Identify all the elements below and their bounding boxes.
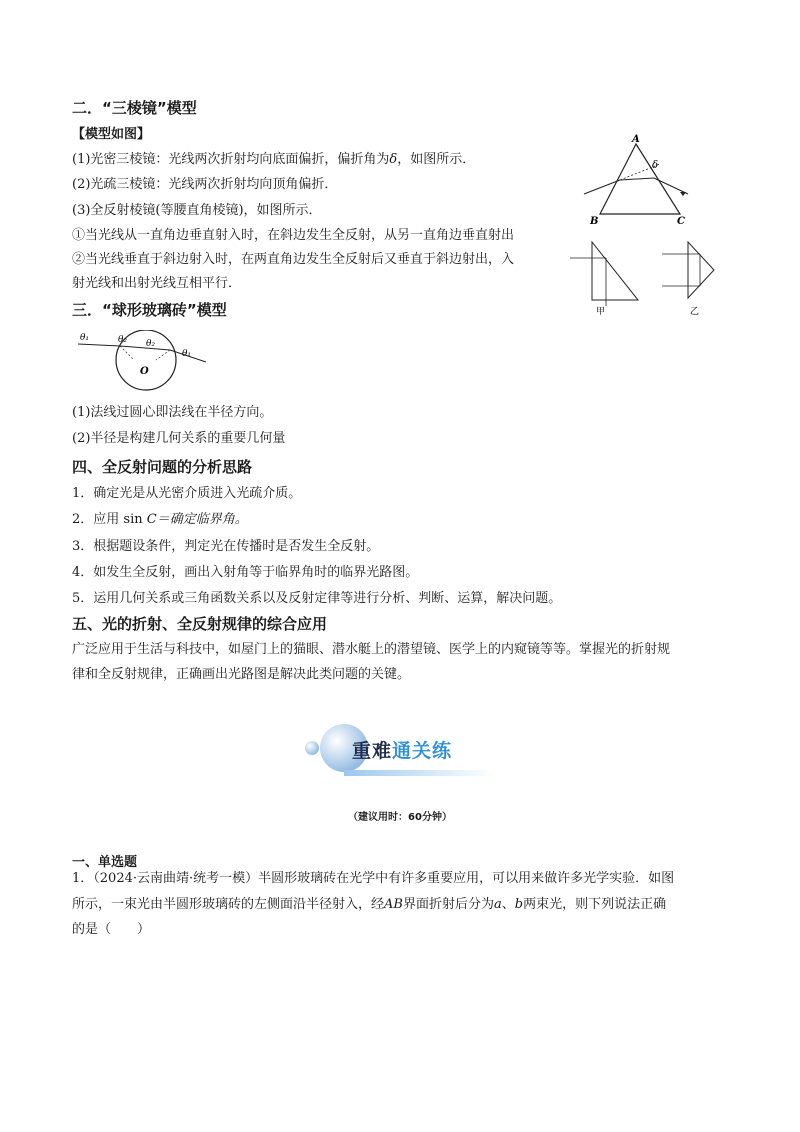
step2 <box>72 511 248 529</box>
q1-line2-part1: 所示，一束光由半圆形玻璃砖的左侧面沿半径射入，经 <box>72 897 385 912</box>
step1: 1．确定光是从光密介质进入光疏介质。 <box>72 486 302 501</box>
section3-title: 三．“球形玻璃砖”模型 <box>72 301 227 319</box>
sphere-theta2-in: θ₂ <box>118 335 128 345</box>
time-hint: （建议用时：60分钟） <box>348 812 452 823</box>
section5-body-line2: 律和全反射规律，正确画出光路图是解决此类问题的关键。 <box>72 667 411 682</box>
step4: 4．如发生全反射，画出入射角等于临界角时的临界光路图。 <box>72 565 419 580</box>
step2-prefix: 2．应用 sin <box>72 512 147 527</box>
prism-item1-text: (1)光密三棱镜：光线两次折射均向底面偏折，偏折角为 <box>72 152 390 167</box>
step2-formula: C＝确定临界角。 <box>146 512 248 527</box>
practice-banner <box>300 712 500 784</box>
sphere-theta1-in: θ₁ <box>80 333 90 343</box>
prism-item2: (2)光疏三棱镜：光线两次折射均向顶角偏折． <box>72 177 338 192</box>
prism-delta-label: δ <box>652 160 659 171</box>
question-section-title: 一、单选题 <box>72 855 138 870</box>
prism-item3: (3)全反射棱镜(等腰直角棱镜)，如图所示． <box>72 203 322 218</box>
prism-item1-suffix: ，如图所示． <box>397 152 476 167</box>
model-label: 【模型如图】 <box>72 127 151 142</box>
banner-title <box>352 736 452 763</box>
section5-title: 五、光的折射、全反射规律的综合应用 <box>72 615 328 633</box>
tir-prism-figures <box>568 236 728 316</box>
sphere-figure <box>78 330 208 400</box>
prism-item3b-line2: 射光线和出射光线互相平行． <box>72 276 242 291</box>
prism-item1 <box>72 151 475 169</box>
q1-beam-b: b <box>514 897 524 912</box>
sphere-theta1-out: θ₁ <box>182 349 192 359</box>
figure-label-yi: 乙 <box>690 307 700 316</box>
q1-line1: 1．（2024·云南曲靖·统考一模）半圆形玻璃砖在光学中有许多重要应用，可以用来做许多光学实验．如图 <box>72 871 675 886</box>
q1-separator: 、 <box>501 897 515 912</box>
q1-line2-part3: 两束光，则下列说法正确 <box>523 897 667 912</box>
prism-figure <box>580 132 700 232</box>
q1-interface-ab: AB <box>384 897 403 912</box>
q1-line2 <box>72 896 666 914</box>
step5: 5．运用几何关系或三角函数关系以及反射定律等进行分析、判断、运算，解决问题。 <box>72 591 562 606</box>
sphere-item1: (1)法线过圆心即法线在半径方向。 <box>72 405 273 420</box>
sphere-item2: (2)半径是构建几何关系的重要几何量 <box>72 431 286 446</box>
delta-symbol: δ <box>389 152 398 167</box>
prism-item3b-line1: ②当光线垂直于斜边射入时，在两直角边发生全反射后又垂直于斜边射出，入 <box>72 252 515 267</box>
q1-beam-a: a <box>493 897 502 912</box>
banner-text-dark: 重难 <box>352 740 393 762</box>
sphere-center-o: O <box>140 366 149 377</box>
prism-item3a: ①当光线从一直角边垂直射入时，在斜边发生全反射，从另一直角边垂直射出 <box>72 228 515 243</box>
q1-line2-part2: 界面折射后分为 <box>402 897 494 912</box>
prism-vertex-a: A <box>632 134 640 145</box>
banner-text-blue: 通关练 <box>392 740 453 762</box>
section4-title: 四、全反射问题的分析思路 <box>72 458 253 476</box>
figure-label-jia: 甲 <box>596 307 606 316</box>
section5-body-line1: 广泛应用于生活与科技中，如屋门上的猫眼、潜水艇上的潜望镜、医学上的内窥镜等等。掌握光的折射规 <box>72 642 671 657</box>
q1-line3: 的是（ ） <box>72 922 151 937</box>
sphere-theta2-out: θ₂ <box>146 339 156 349</box>
prism-vertex-c: C <box>677 216 685 227</box>
section2-title: 二．“三棱镜”模型 <box>72 99 197 117</box>
prism-vertex-b: B <box>590 216 599 227</box>
step3: 3．根据题设条件，判定光在传播时是否发生全反射。 <box>72 539 380 554</box>
